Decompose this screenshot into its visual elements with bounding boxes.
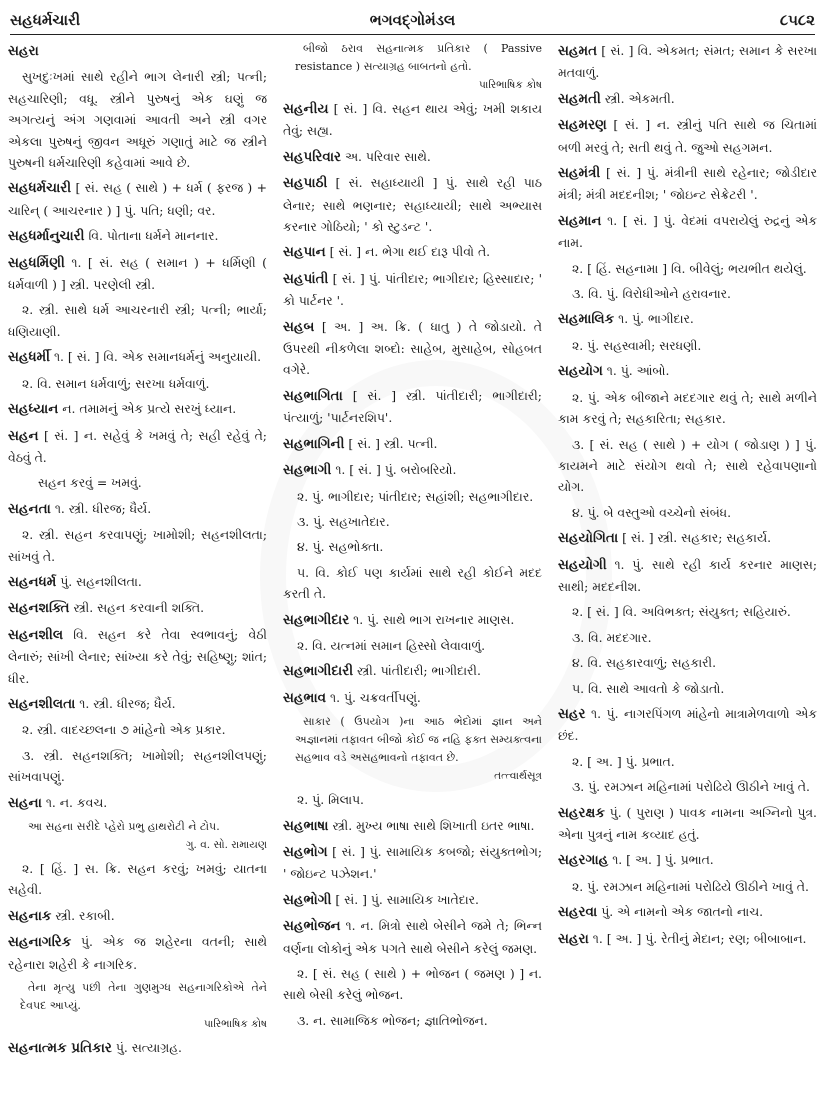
dictionary-entry (558, 901, 817, 923)
definition: [ સં. ] ન. સહેવું કે ખમવું તે; સહી રહેવું તે; વેઠવું તે. (8, 427, 267, 465)
dictionary-entry (283, 687, 542, 709)
sense-text: ૨. પું. મિલાપ. (297, 792, 365, 808)
sense-text: ૩. વિ. પું. વિરોધીઓને હરાવનાર. (572, 286, 731, 302)
definition: ૧. પું. સાથે રહી કાર્ય કરનાર માણસ; સાથી; મદદનીશ. (558, 556, 817, 594)
headword: સહપાઠી (283, 175, 328, 192)
headword: સહયોગિતા (558, 530, 619, 547)
sense (558, 502, 817, 523)
dictionary-entry (558, 40, 817, 84)
sense (558, 601, 817, 622)
definition: અ. પરિવાર સાથે. (344, 148, 431, 164)
headword: સહરગાહ (558, 852, 609, 869)
headword: સહધર્મી (8, 349, 51, 366)
sense-text: ૩. વિ. મદદગાર. (572, 629, 652, 645)
definition: ૧. સ્ત્રી. ધીરજ; ધૈર્ય. (54, 500, 152, 516)
headword: સહભોજન (283, 918, 341, 935)
page-header (10, 6, 815, 35)
headword: સહનાક (8, 907, 52, 924)
sense (8, 66, 267, 173)
sense (283, 1010, 542, 1031)
headword: સહપાન (283, 244, 326, 261)
sense (558, 387, 817, 430)
definition: [ સં. ] સ્ત્રી. પાંતીદારી; ભાગીદારી; પંત્યાળું; 'પાર્ટનરશિપ'. (283, 387, 542, 426)
dictionary-columns (8, 40, 817, 1107)
sense (8, 745, 267, 788)
sense-text: સહન કરવું = ખમવું. (38, 475, 142, 491)
dictionary-entry (558, 360, 817, 382)
dictionary-entry (283, 433, 542, 455)
definition: [ સં. ] પું. સામાયિક કબજો; સંયુક્તભોગ; ' જોઇન્ટ પઝેશન.' (283, 843, 542, 882)
sense (558, 678, 817, 699)
headword: સહભાષા (283, 817, 329, 834)
headword: સહભોગ (283, 843, 328, 860)
citation-source: પારિભાષિક કોષ (478, 79, 542, 91)
sense (283, 963, 542, 1006)
column-2 (283, 40, 542, 1107)
dictionary-entry (283, 268, 542, 312)
headword: સહન (8, 427, 39, 444)
definition: ૧. [ અ. ] પું. પ્રભાત. (612, 852, 714, 868)
column-1 (8, 40, 267, 1107)
dictionary-entry (558, 88, 817, 110)
definition: સ્ત્રી. મુખ્ય ભાષા સાથે શિખાતી ઇતર ભાષા. (332, 817, 535, 833)
dictionary-entry (558, 210, 817, 254)
headword: સહનતા (8, 500, 51, 517)
book-title: ભગવદ્ગોમંડલ (369, 11, 456, 29)
definition: સ્ત્રી. એકમતી. (604, 90, 675, 106)
definition: ૧. પું. નાગરપિંગળ માંહેનો માત્રામેળવાળો એક છંદ. (558, 705, 817, 744)
dictionary-entry (8, 905, 267, 927)
sense-text: ૨. વિ. સમાન ધર્મવાળું; સરખા ધર્મવાળું. (22, 375, 210, 391)
headword: સહભોગી (283, 891, 332, 908)
headword: સહધર્મચારી (8, 180, 72, 197)
headword: સહનધર્મ (8, 573, 57, 590)
definition: [ અ. ] અ. ક્રિ. ( ધાતુ ) તે જોડાયો. તે ઉપરથી નીકળેલા શબ્દો: સાહેબ, મુસાહેબ, સોહબત વગેરે. (283, 318, 542, 378)
dictionary-entry (283, 172, 542, 237)
citation-source: ગુ. વ. સો. રામાયણ (185, 839, 267, 851)
sense-text: ૪. વિ. સહકારવાળું; સહકારી. (572, 655, 717, 671)
citation-text: સાકાર ( ઉપયોગ )ના આઠ ભેદોમાં જ્ઞાન અને અજ્ઞાનમાં તફાવત બીજો કોઈ જ નહિ ફક્ત સમ્યક્ત્વના સહભાવ વડે અસહભાવનો તફાવત છે. (295, 715, 542, 765)
headword: સહનાત્મક પ્રતિકાર (8, 1040, 112, 1057)
headword: સહમરણ (558, 117, 607, 134)
page-number: ૮૫૮૨ (779, 11, 815, 29)
dictionary-entry (8, 624, 267, 689)
headword: સહભાવ (283, 689, 327, 706)
sense-text: ૩. ન. સામાજિક ભોજન; જ્ઞાતિભોજન. (297, 1012, 488, 1028)
dictionary-entry (558, 802, 817, 846)
sense-text: ૩. પું. સહખાતેદાર. (297, 513, 390, 529)
headword: સહભાગીદારી (283, 663, 354, 680)
sense-text: ૨. [ સં. ] વિ. અવિભક્ત; સંયુક્ત; સહિયારું. (572, 604, 791, 620)
citation (283, 40, 542, 94)
headword: સહભાગીદાર (283, 611, 350, 628)
definition: ૧. સ્ત્રી. ધીરજ; ધૈર્ય. (79, 695, 176, 711)
sense (558, 335, 817, 356)
sense (283, 536, 542, 557)
headword: સહધ્યાન (8, 401, 59, 418)
dictionary-entry (8, 40, 267, 62)
headword: સહના (8, 794, 42, 811)
definition: ૧. [ સં. ] પું. વેદમાં વપરાયેલું રુદ્રનું એક નામ. (558, 212, 817, 251)
headword: સહમતી (558, 90, 601, 107)
dictionary-entry (8, 571, 267, 593)
dictionary-entry (283, 815, 542, 837)
citation-source: પારિભાષિક કોષ (203, 1018, 267, 1031)
citation-text: તેના મૃત્યુ પછી તેના ગુણમુગ્ધ સહનાગરિકોએ તેને દેવપદ આપ્યું. (20, 981, 267, 1013)
dictionary-entry (283, 660, 542, 682)
definition: ૧. પું. ચક્રવર્તીપણું. (330, 689, 421, 705)
sense (558, 434, 817, 498)
definition: વિ. સહન કરે તેવા સ્વભાવનું; વેઠી લેનારું; સાંખી લેનાર; સાંખ્યા કરે તેવું; સહિષ્ણુ; શાંત; ધીર. (8, 626, 267, 686)
sense (283, 486, 542, 507)
definition: ૧. ન. કવચ. (45, 794, 108, 810)
headword: સહનાગરિક (8, 934, 72, 951)
sense (558, 627, 817, 648)
definition: વિ. પોતાના ધર્મને માનનાર. (88, 228, 219, 244)
sense-text: ૨. [ સં. સહ ( સાથે ) + ભોજન ( જમણ ) ] ન. સાથે બેસી કરેલું ભોજન. (283, 966, 542, 1003)
dictionary-entry (558, 703, 817, 747)
definition: [ સં. ] સ્ત્રી. સહકાર; સહકાર્ય. (622, 530, 772, 546)
headword: સહનશીલ (8, 626, 64, 643)
headword: સહનશક્તિ (8, 600, 70, 617)
definition: પું. સત્યાગ્રહ. (115, 1040, 182, 1056)
dictionary-entry (283, 609, 542, 631)
definition: [ સં. સહાધ્યાયી ] પું. સાથે રહી પાઠ લેનાર; સાથે ભણનાર; સહાધ્યાયી; સાથે અભ્યાસ કરનાર ગોઠિયો; ' કો સ્ટુડન્ટ '. (283, 175, 542, 235)
sense-text: ૩. સ્ત્રી. સહનશક્તિ; ખામોશી; સહનશીલપણું; સાંખવાપણું. (8, 747, 267, 785)
headword: સહરવા (558, 904, 598, 921)
definition: ૧. પું. સાથે ભાગ રાખનાર માણસ. (353, 611, 515, 627)
definition: [ સં. સહ ( સાથે ) + ધર્મ ( ફરજ ) + ચારિન્ ( આચરનાર ) ] પું. પતિ; ધણી; વર. (8, 180, 267, 218)
headword: સહયોગ (558, 363, 603, 380)
headword: સહમંત્રી (558, 165, 601, 182)
dictionary-entry (283, 889, 542, 911)
definition: પું. એ નામનો એક જાતનો નાચ. (601, 904, 764, 920)
sense (558, 258, 817, 279)
running-head-left: સહધર્મચારી (10, 11, 81, 29)
definition: પું. સહનશીલતા. (60, 573, 142, 589)
headword: સહપાંતી (283, 270, 329, 287)
dictionary-entry (8, 498, 267, 520)
sense-text: ૨. પું. એક બીજાને મદદગાર થવું તે; સાથે મળીને કામ કરવું તે; સહકારિતા; સહકાર. (558, 389, 817, 427)
dictionary-entry (8, 398, 267, 420)
dictionary-entry (8, 597, 267, 619)
definition: ૧. [ સં. ] પું. બરોબરિયો. (335, 462, 457, 478)
sense (283, 789, 542, 810)
citation (8, 818, 267, 854)
definition: ન. તમામનું એક પ્રત્યે સરખું ધ્યાન. (62, 401, 237, 417)
phrase (8, 472, 267, 493)
dictionary-entry (558, 928, 817, 950)
dictionary-entry (283, 459, 542, 481)
sense-text: ૨. વિ. યત્નમાં સમાન હિસ્સો લેવાવાળું. (297, 637, 486, 653)
definition: [ સં. ] સ્ત્રી. પત્ની. (348, 435, 438, 451)
sense (558, 876, 817, 897)
sense-text: ૪. પું. સહભોક્તા. (297, 539, 384, 555)
dictionary-entry (558, 554, 817, 598)
headword: સહરા (8, 43, 39, 59)
headword: સહરક્ષક (558, 804, 605, 821)
headword: સહબ (283, 318, 315, 335)
dictionary-entry (283, 98, 542, 142)
dictionary-entry (558, 114, 817, 158)
definition: સ્ત્રી. પાંતીદારી; ભાગીદારી. (357, 663, 481, 679)
definition: [ સં. ] પું. પાંતીદાર; ભાગીદાર; હિસ્સાદાર; ' કો પાર્ટનર '. (283, 270, 542, 309)
sense (283, 562, 542, 605)
definition: સ્ત્રી. સહન કરવાની શક્તિ. (73, 600, 205, 616)
sense-text: ૪. પું. બે વસ્તુઓ વચ્ચેનો સંબંધ. (572, 504, 732, 520)
headword: સહર (558, 705, 586, 722)
dictionary-entry (8, 693, 267, 715)
column-3 (558, 40, 817, 1107)
definition: પું. ( પુરાણ ) પાવક નામના અગ્નિનો પુત્ર. એના પુત્રનું નામ કવ્યાદ હતું. (558, 804, 817, 842)
citation (283, 713, 542, 785)
dictionary-entry (283, 915, 542, 959)
sense (8, 373, 267, 394)
dictionary-entry (558, 162, 817, 206)
sense (8, 858, 267, 901)
definition: [ સં. ] પું. મંત્રીની સાથે રહેનાર; જોડીદાર મંત્રી; મંત્રી મદદનીશ; ' જોઇન્ટ સેક્રેટરી '. (558, 165, 817, 203)
sense (558, 283, 817, 304)
dictionary-entry (8, 177, 267, 221)
definition: સ્ત્રી. રકાબી. (55, 907, 115, 923)
sense-text: ૨. [ અ. ] પું. પ્રભાત. (572, 753, 675, 769)
dictionary-entry (283, 385, 542, 429)
definition: પું. એક જ શહેરના વતની; સાથે રહેનારા શહેરી કે નાગરિક. (8, 934, 267, 972)
sense (8, 719, 267, 740)
headword: સહમાલિક (558, 311, 615, 328)
dictionary-entry (8, 252, 267, 296)
sense-text: ૨. [ હિં. સહનામા ] વિ. બીવેલું; ભયભીત થયેલું. (572, 260, 807, 276)
dictionary-entry (558, 849, 817, 871)
citation (8, 979, 267, 1033)
sense (283, 635, 542, 656)
sense-text: ૫. વિ. સાથે આવતો કે જોડાતો. (572, 680, 725, 696)
dictionary-entry (8, 931, 267, 975)
dictionary-entry (8, 1037, 267, 1059)
sense (283, 511, 542, 532)
definition: [ સં. ] પું. સામાયિક ખાતેદાર. (335, 891, 480, 907)
sense-text: ૩. પું. રમઝાન મહિનામાં પરોઢિયે ઊઠીને ખાવું તે. (572, 779, 810, 795)
headword: સહપરિવાર (283, 148, 342, 165)
sense-text: ૩. [ સં. સહ ( સાથે ) + યોગ ( જોડાણ ) ] પું. કાયમને માટે સંયોગ થવો તે; સાથે રહેવાપણાનો યોગ. (558, 436, 817, 495)
dictionary-entry (8, 225, 267, 247)
definition: [ સં. ] વિ. સહન થાય એવું; ખમી શકાય તેવું; સહ્ય. (283, 101, 542, 139)
definition: [ સં. ] ન. સ્ત્રીનું પતિ સાથે જ ચિતામાં બળી મરવું તે; સતી થવું તે. જુઓ સહગમન. (558, 117, 817, 155)
citation-source: તત્ત્વાર્થસૂત્ર (494, 770, 542, 783)
sense-text: ૫. વિ. કોઈ પણ કાર્યમાં સાથે રહી કોઈને મદદ કરતી તે. (283, 564, 542, 602)
sense-text: ૨. પું. રમઝાન મહિનામાં પરોઢિયે ઊઠીને ખાવું તે. (572, 878, 809, 894)
headword: સહમાન (558, 212, 602, 229)
sense (8, 299, 267, 342)
citation-text: બીજો ઠરાવ સહનાત્મક પ્રતિકાર ( Passive resistance ) સત્યાગ્રહ બાબતનો હતો. (295, 42, 542, 73)
sense-text: ૨. સ્ત્રી. સહન કરવાપણું; ખામોશી; સહનશીલતા; સાંખવું તે. (8, 527, 267, 564)
headword: સહમત (558, 43, 598, 59)
dictionary-entry (558, 308, 817, 330)
sense (558, 652, 817, 673)
headword: સહભાગિતા (283, 387, 343, 404)
headword: સહનીય (283, 101, 329, 117)
sense (558, 776, 817, 797)
sense-text: સુખદુઃખમાં સાથે રહીને ભાગ લેનારી સ્ત્રી; પત્ની; સહચારિણી; વધૂ. સ્ત્રીને પુરુષનું એક ઘણું જ અગત્યનું અંગ ગણવામાં આવતી અને સ્ત્રી વગર એકલા પુરુષનું જીવન અધૂરું ગણાતું માટે જ સ્ત્રીને પુરુષની ધર્મચારિણી કહેવામાં આવે છે. (8, 69, 267, 171)
sense-text: ૨. સ્ત્રી. સાથે ધર્મ આચરનારી સ્ત્રી; પત્ની; ભાર્યા; ધણિયાણી. (8, 302, 267, 339)
dictionary-entry (8, 792, 267, 814)
headword: સહનશીલતા (8, 695, 76, 712)
dictionary-entry (558, 527, 817, 549)
definition: ૧. [ સં. ] વિ. એક સમાનધર્મનું અનુયાયી. (53, 349, 262, 365)
definition: [ સં. ] ન. ભેગા થઈ દારૂ પીવો તે. (329, 244, 491, 260)
definition: ૧. [ અ. ] પું. રેતીનું મેદાન; રણ; બીબાબાન. (592, 930, 807, 946)
definition: ૧. પું. ભાગીદાર. (618, 311, 694, 327)
dictionary-entry (8, 425, 267, 469)
sense (558, 751, 817, 772)
sense-text: ૨. પું. સહસ્વામી; સરધણી. (572, 337, 702, 353)
dictionary-entry (283, 316, 542, 381)
definition: ૧. [ સં. સહ ( સમાન ) + ધર્મિણી ( ધર્મવાળી ) ] સ્ત્રી. પરણેલી સ્ત્રી. (8, 254, 267, 293)
headword: સહધર્માનુચારી (8, 228, 85, 245)
sense-text: ૨. પું. ભાગીદાર; પાંતીદાર; સહાંશી; સહભાગીદાર. (297, 488, 534, 504)
dictionary-entry (283, 241, 542, 263)
sense-text: ૨. સ્ત્રી. વાદચ્છલના ૭ માંહેનો એક પ્રકાર. (22, 722, 226, 738)
dictionary-entry (8, 346, 267, 368)
headword: સહરા (558, 930, 589, 947)
dictionary-entry (283, 146, 542, 168)
headword: સહયોગી (558, 556, 607, 573)
citation-text: આ સહના સરીદે પ્હેરો પ્રભુ હાથરોટી ને ટોપ. (28, 820, 220, 833)
sense-text: ૨. [ હિં. ] સ. ક્રિ. સહન કરવું; ખમવું; યાતના સહેવી. (8, 861, 267, 898)
sense (8, 524, 267, 567)
definition: ૧. ન. મિત્રો સાથે બેસીને જમે તે; ભિન્ન વર્ણના લોકોનું એક પગતે સાથે બેસીને કરેલું જમણ. (283, 918, 542, 956)
definition: [ સં. ] વિ. એકમત; સંમત; સમાન કે સરખા મતવાળું. (558, 43, 817, 81)
headword: સહભાગી (283, 462, 332, 479)
headword: સહભાગિની (283, 435, 345, 452)
dictionary-entry (283, 841, 542, 885)
definition: ૧. પું. આંબો. (606, 363, 670, 379)
headword: સહધર્મિણી (8, 254, 65, 271)
